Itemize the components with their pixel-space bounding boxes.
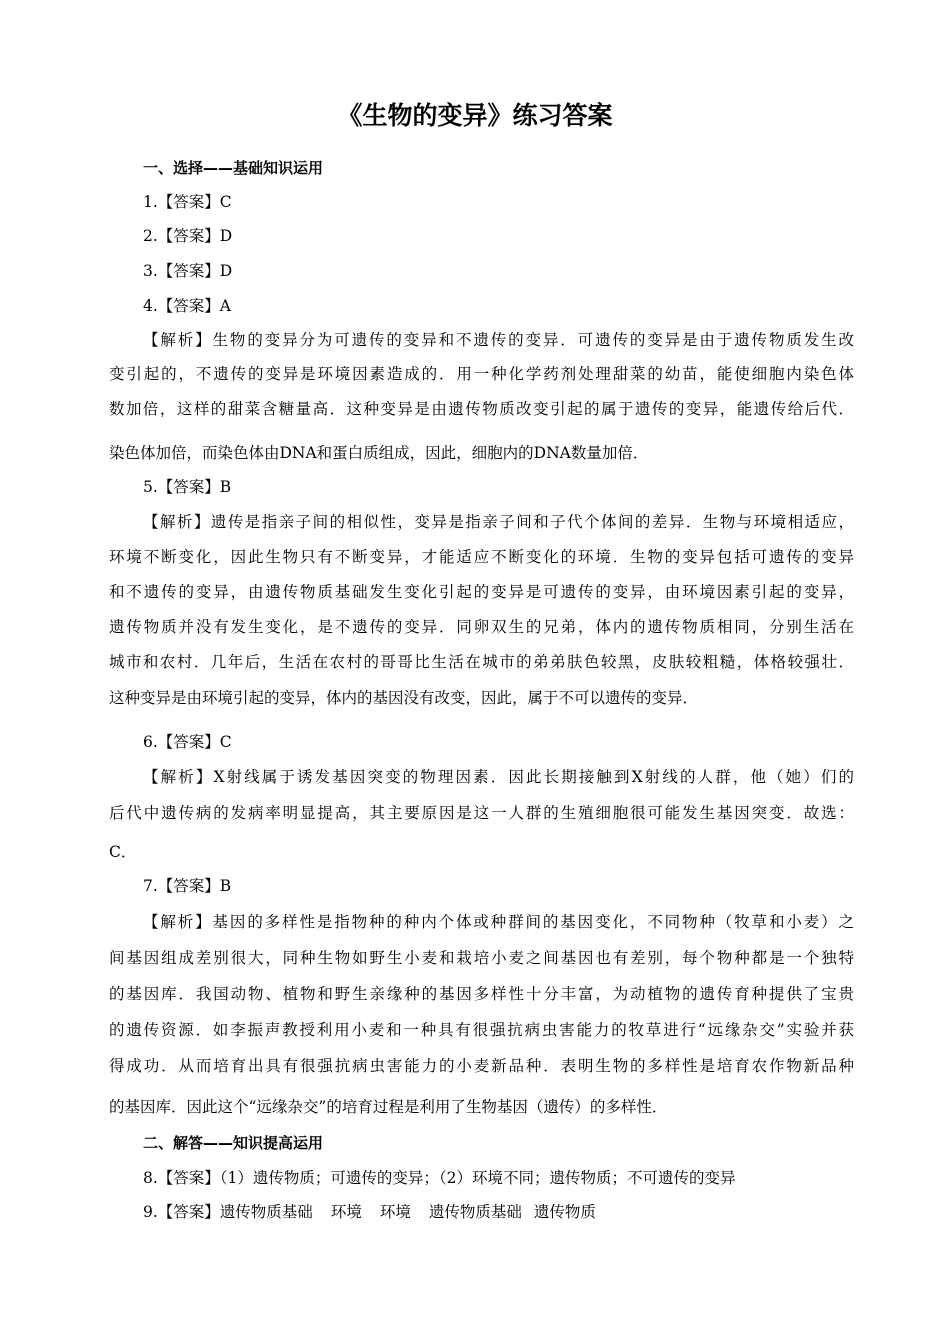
- explanation-4-line: 数加倍，这样的甜菜含糖量高．这种变异是由遗传物质改变引起的属于遗传的变异，能遗传给后代．: [109, 400, 854, 418]
- answer-9-blank: 环境: [379, 1203, 411, 1221]
- explanation-5-line: 城市和农村．几年后，生活在农村的哥哥比生活在城市的弟弟肤色较黑，皮肤较粗糙，体格较强壮．: [109, 653, 854, 671]
- answer-4: 4.【答案】A: [143, 297, 231, 315]
- answer-9-blank: 遗传物质基础: [219, 1203, 313, 1221]
- answer-5: 5.【答案】B: [143, 478, 232, 496]
- answer-9-label: 9.【答案】: [143, 1203, 220, 1221]
- answer-9: [143, 1195, 854, 1229]
- answer-7: 7.【答案】B: [143, 877, 232, 895]
- explanation-7-line: 间基因组成差别很大，同种生物如野生小麦和栽培小麦之间基因也有差别，每个物种都是一个独特: [109, 949, 854, 967]
- explanation-5-line: 遗传物质并没有发生变化，是不遗传的变异．同卵双生的兄弟，体内的遗传物质相同，分别生活在: [109, 618, 854, 636]
- section-heading-1: 一、选择——基础知识运用: [143, 159, 324, 177]
- explanation-6-line: C．: [109, 843, 137, 861]
- explanation-5-line: 【解析】遗传是指亲子间的相似性，变异是指亲子间和子代个体间的差异．生物与环境相适应，: [143, 513, 854, 531]
- answer-3: 3.【答案】D: [143, 262, 233, 280]
- answer-2: 2.【答案】D: [143, 227, 233, 245]
- answer-1: 1.【答案】C: [143, 193, 232, 211]
- answer-9-blank: 环境: [330, 1203, 362, 1221]
- explanation-5-line: 和不遗传的变异，由遗传物质基础发生变化引起的变异是可遗传的变异，由环境因素引起的变异，: [109, 583, 854, 601]
- explanation-7-line: 的遗传资源．如李振声教授利用小麦和一种具有很强抗病虫害能力的牧草进行“远缘杂交”实验并获: [109, 1021, 854, 1039]
- section-heading-2: 二、解答——知识提高运用: [143, 1134, 324, 1152]
- explanation-7-line: 【解析】基因的多样性是指物种的种内个体或种群间的基因变化，不同物种（牧草和小麦）之: [143, 913, 854, 931]
- answer-8: 8.【答案】（1）遗传物质；可遗传的变异；（2）环境不同；遗传物质；不可遗传的变异: [143, 1169, 736, 1187]
- explanation-5-line: 环境不断变化，因此生物只有不断变异，才能适应不断变化的环境．生物的变异包括可遗传的变异: [109, 548, 854, 566]
- explanation-6-line: 后代中遗传病的发病率明显提高，其主要原因是这一人群的生殖细胞很可能发生基因突变．故选：: [109, 804, 854, 822]
- explanation-6-line: 【解析】X射线属于诱发基因突变的物理因素．因此长期接触到X射线的人群，他（她）们的: [143, 768, 854, 786]
- answer-9-blank: 遗传物质基础: [428, 1203, 522, 1221]
- explanation-5-line: 这种变异是由环境引起的变异，体内的基因没有改变，因此，属于不可以遗传的变异．: [109, 689, 699, 707]
- explanation-7-line: 的基因库．因此这个“远缘杂交”的培育过程是利用了生物基因（遗传）的多样性．: [109, 1098, 668, 1116]
- explanation-4-line: 染色体加倍，而染色体由DNA和蛋白质组成，因此，细胞内的DNA数量加倍．: [109, 444, 649, 462]
- page-title: 《生物的变异》练习答案: [337, 101, 613, 130]
- explanation-4-line: 【解析】生物的变异分为可遗传的变异和不遗传的变异．可遗传的变异是由于遗传物质发生改: [143, 331, 854, 349]
- answer-6: 6.【答案】C: [143, 733, 232, 751]
- explanation-7-line: 的基因库．我国动物、植物和野生亲缘种的基因多样性十分丰富，为动植物的遗传育种提供了宝贵: [109, 985, 854, 1003]
- answer-9-blank: 遗传物质: [533, 1203, 596, 1221]
- explanation-4-line: 变引起的，不遗传的变异是环境因素造成的．用一种化学药剂处理甜菜的幼苗，能使细胞内染色体: [109, 365, 854, 383]
- explanation-7-line: 得成功．从而培育出具有很强抗病虫害能力的小麦新品种．表明生物的多样性是培育农作物新品种: [109, 1057, 854, 1075]
